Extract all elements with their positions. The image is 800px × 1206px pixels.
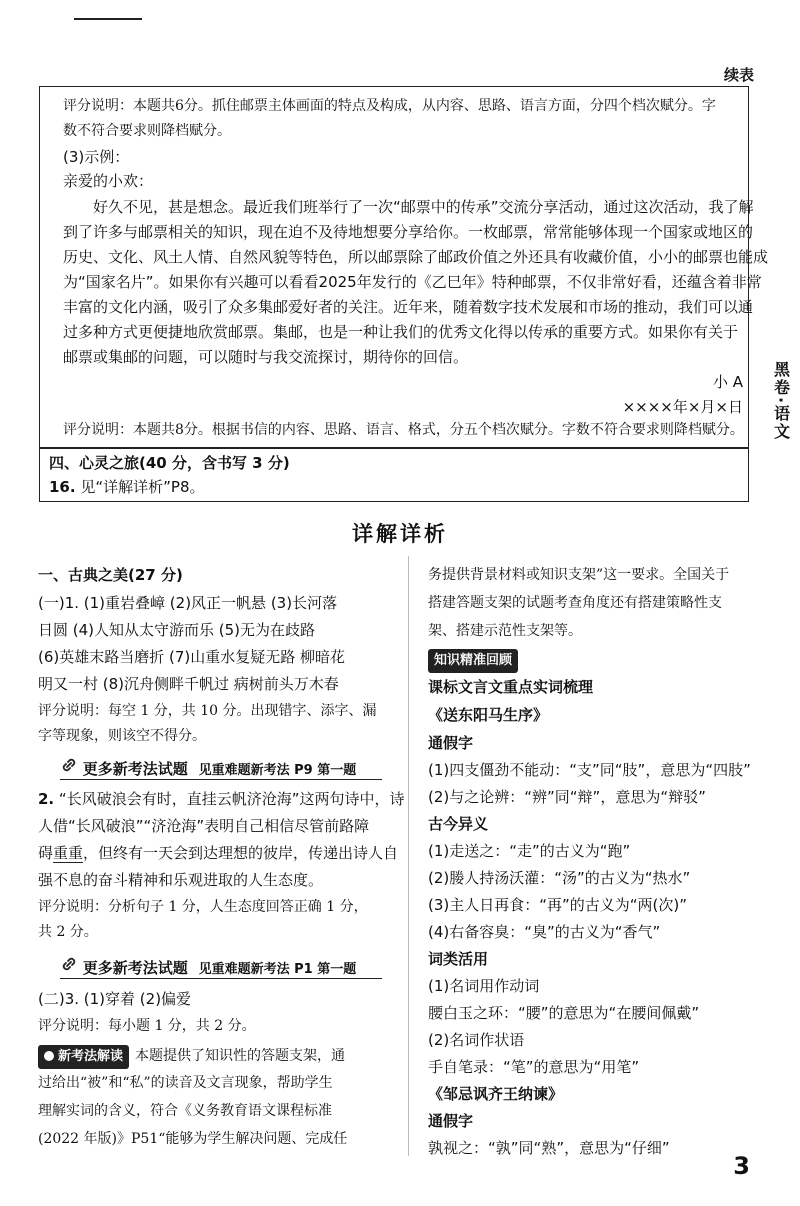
q1-answer-line: (6)英雄末路当磨折 (7)山重水复疑无路 柳暗花 xyxy=(38,648,346,666)
letter-signature: 小 A xyxy=(712,373,743,391)
gujin-item: (3)主人日再食：“再”的古义为“两(次)” xyxy=(428,896,688,914)
cilei-item: 手自笔录：“笔”的意思为“用笔” xyxy=(428,1058,640,1076)
interpretation-line: 理解实词的含义，符合《义务教育语文课程标准 xyxy=(38,1103,332,1119)
link-icon xyxy=(60,959,78,977)
interpretation-line: 架、搭建示范性支架等。 xyxy=(428,623,582,639)
review-title: 课标文言文重点实词梳理 xyxy=(428,678,594,696)
letter-salutation: 亲爱的小欢： xyxy=(63,172,154,190)
q1-answer-line: (一)1. (1)重岩叠嶂 (2)风正一帆悬 (3)长河落 xyxy=(38,594,338,612)
more-questions-ref: 见重难题新考法 P9 第一题 xyxy=(198,763,357,778)
column-divider xyxy=(408,556,409,1156)
letter-date: ××××年×月×日 xyxy=(622,398,743,416)
q2-answer-text: 碍 xyxy=(38,844,54,862)
interpretation-line: 务提供背景材料或知识支架”这一要求。全国关于 xyxy=(428,567,730,583)
tongjia-item: (2)与之论辨：“辨”同“辩”，意思为“辩驳” xyxy=(428,788,706,806)
interpretation-line: 过给出“被”和“私”的读音及文言现象，帮助学生 xyxy=(38,1075,333,1091)
more-questions-title: 更多新考法试题 xyxy=(82,959,188,977)
q2-answer-line: 强不息的奋斗精神和乐观进取的人生态度。 xyxy=(38,871,324,889)
letter-line: 邮票或集邮的问题，可以随时与我交流探讨，期待你的回信。 xyxy=(63,348,469,366)
continued-label: 续表 xyxy=(723,66,754,84)
q1-score-note: 评分说明：每空 1 分，共 10 分。出现错字、添字、漏 xyxy=(38,703,377,719)
q16-number: 16. xyxy=(49,478,76,496)
example-label: (3)示例： xyxy=(63,148,130,166)
more-questions-ref: 见重难题新考法 P1 第一题 xyxy=(198,962,357,977)
letter-line: 历史、文化、风土人情、自然风貌等特色，所以邮票除了邮政价值之外还具有收藏价值，小小的邮票也能成 xyxy=(63,248,769,266)
q2-number: 2. xyxy=(38,790,55,808)
page-number: 3 xyxy=(733,1152,750,1180)
bulb-icon xyxy=(44,1051,54,1061)
tongjia-item: 孰视之：“孰”同“熟”，意思为“仔细” xyxy=(428,1139,670,1157)
q2-score-note-cont: 共 2 分。 xyxy=(38,924,98,940)
q16-text: 见“详解详析”P8。 xyxy=(80,478,205,496)
gujin-item: (1)走送之：“走”的古义为“跑” xyxy=(428,842,631,860)
heading-tongjia: 通假字 xyxy=(428,734,474,752)
score-note-8: 评分说明：本题共8分。根据书信的内容、思路、语言、格式，分五个档次赋分。字数不符合要求则降档赋分。 xyxy=(63,422,744,438)
q1-score-note-cont: 字等现象，则该空不得分。 xyxy=(38,728,206,744)
book-title-1: 《送东阳马生序》 xyxy=(428,706,549,724)
q2-emphasis: 重重 xyxy=(53,844,84,862)
interpretation-line: 搭建答题支架的试题考查角度还有搭建策略性支 xyxy=(428,595,722,611)
heading-tongjia-2: 通假字 xyxy=(428,1112,474,1130)
side-tab-subject: 黑卷·语文 xyxy=(771,360,791,442)
cilei-subheading: (2)名词作状语 xyxy=(428,1031,525,1049)
heading-cilei: 词类活用 xyxy=(428,950,489,968)
new-method-badge: 新考法解读 xyxy=(38,1045,129,1069)
letter-line: 为“国家名片”。如果你有兴趣可以看看2025年发行的《乙巳年》特种邮票，不仅非常好看，还蕴含着非常 xyxy=(63,273,762,291)
more-questions-link-2[interactable] xyxy=(60,955,382,981)
letter-line: 过多种方式更便捷地欣赏邮票。集邮，也是一种让我们的优秀文化得以传承的重要方式。如果你有关于 xyxy=(63,323,739,341)
q2-score-note: 评分说明：分析句子 1 分，人生态度回答正确 1 分， xyxy=(38,899,368,915)
more-questions-title: 更多新考法试题 xyxy=(82,760,188,778)
interpretation-line: (2022 年版)》P51“能够为学生解决问题、完成任 xyxy=(38,1131,348,1147)
cilei-subheading: (1)名词用作动词 xyxy=(428,977,540,995)
part-1-heading: 一、古典之美(27 分) xyxy=(38,566,183,584)
q3-score-note: 评分说明：每小题 1 分，共 2 分。 xyxy=(38,1018,256,1034)
gujin-item: (2)媵人持汤沃灌：“汤”的古义为“热水” xyxy=(428,869,691,887)
knowledge-review-badge: 知识精准回顾 xyxy=(428,649,518,673)
score-note-6: 评分说明：本题共6分。抓住邮票主体画面的特点及构成，从内容、思路、语言方面，分四个档次赋分。字 xyxy=(63,98,716,114)
cilei-item: 腰白玉之环：“腰”的意思为“在腰间佩戴” xyxy=(428,1004,700,1022)
link-icon xyxy=(60,760,78,778)
gujin-item: (4)右备容臭：“臭”的古义为“香气” xyxy=(428,923,661,941)
q2-answer-line: 人借“长风破浪”“济沧海”表明自己相信尽管前路障 xyxy=(38,817,370,835)
score-note-6-cont: 数不符合要求则降档赋分。 xyxy=(63,123,231,139)
tongjia-item: (1)四支僵劲不能动：“支”同“肢”，意思为“四肢” xyxy=(428,761,751,779)
letter-line: 丰富的文化内涵，吸引了众多集邮爱好者的关注。近年来，随着数字技术发展和市场的推动，我们可以通 xyxy=(63,298,754,316)
book-title-2: 《邹忌讽齐王纳谏》 xyxy=(428,1085,564,1103)
q2-answer-text: ，但终有一天会到达理想的彼岸，传递出诗人自 xyxy=(83,844,399,862)
interpretation-text: 本题提供了知识性的答题支架，通 xyxy=(135,1048,346,1064)
section-title: 详解详析 xyxy=(352,522,448,546)
more-questions-link-1[interactable] xyxy=(60,756,382,782)
q2-answer-line: “长风破浪会有时，直挂云帆济沧海”这两句诗中，诗 xyxy=(58,790,405,808)
answer-box-separator xyxy=(39,447,749,449)
letter-line: 到了许多与邮票相关的知识，现在迫不及待地想要分享给你。一枚邮票，常常能够体现一个国家或地区的 xyxy=(63,223,754,241)
section-4-heading: 四、心灵之旅(40 分，含书写 3 分) xyxy=(49,454,290,472)
heading-gujin: 古今异义 xyxy=(428,815,489,833)
q1-answer-line: 日圆 (4)人知从太守游而乐 (5)无为在歧路 xyxy=(38,621,316,639)
top-rule xyxy=(74,18,142,20)
letter-line: 好久不见，甚是想念。最近我们班举行了一次“邮票中的传承”交流分享活动，通过这次活动，我了解 xyxy=(93,198,754,216)
q1-answer-line: 明又一村 (8)沉舟侧畔千帆过 病树前头万木春 xyxy=(38,675,339,693)
q3-answer: (二)3. (1)穿着 (2)偏爱 xyxy=(38,990,192,1008)
